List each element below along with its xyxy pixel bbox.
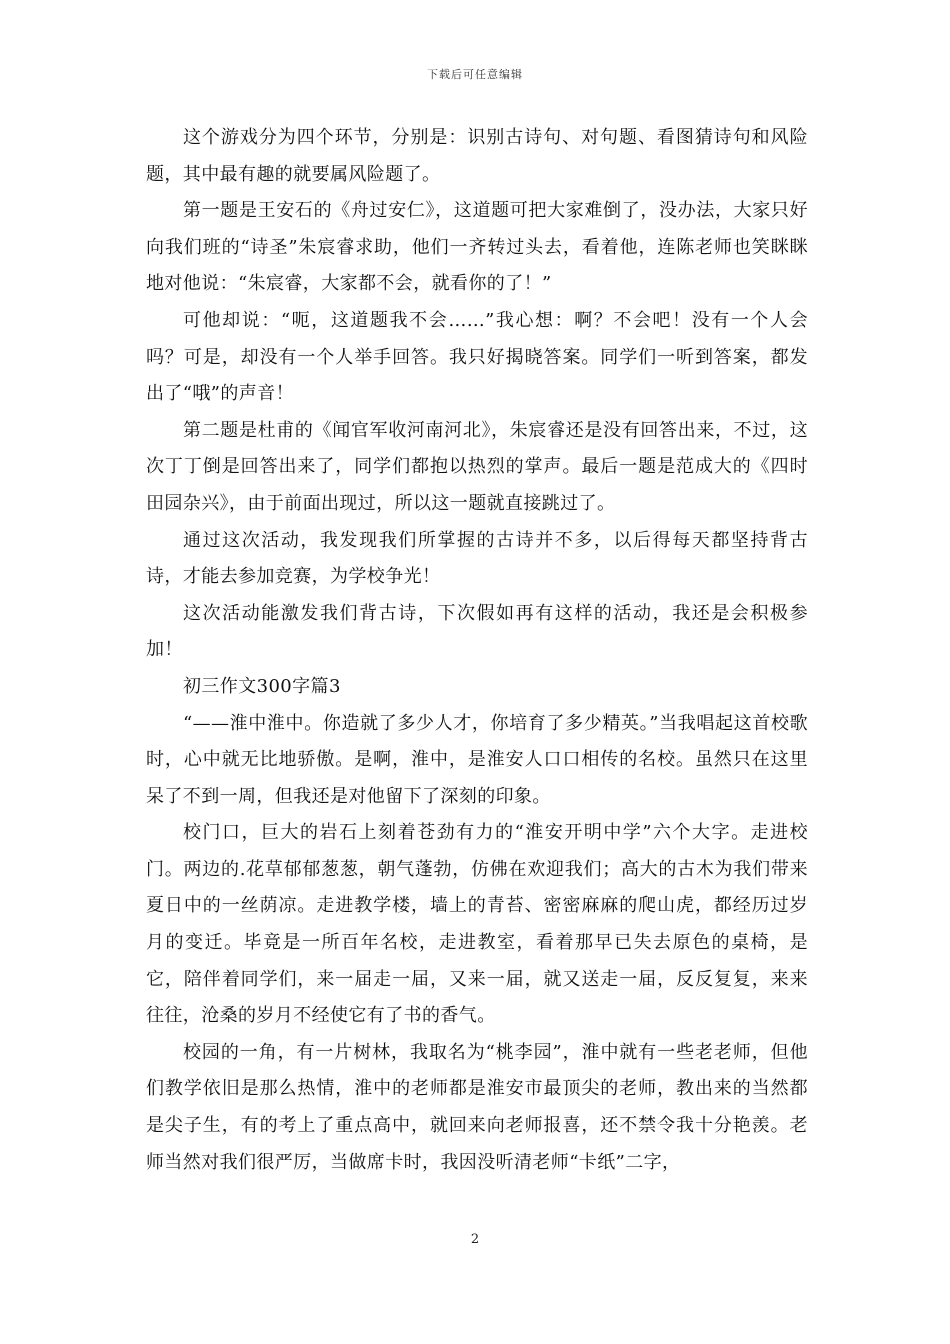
paragraph-campus-corner: 校园的一角，有一片树林，我取名为“桃李园”，淮中就有一些老老师，但他们教学依旧是那么热情，淮中的老师都是淮安市最顶尖的老师，教出来的当然都是尖子生，有的考上了重点高中，就回来向老师报喜，还不禁令我十分艳羡。老师当然对我们很严厉，当做席卡时，我因没听清老师“卡纸”二字， xyxy=(146,1041,808,1173)
paragraph-no-answer: 可他却说：“呃，这道题我不会……”我心想：啊？不会吧！没有一个人会吗？可是，却没有一个人举手回答。我只好揭晓答案。同学们一听到答案，都发出了“哦”的声音！ xyxy=(146,309,808,405)
paragraph-reflection: 通过这次活动，我发现我们所掌握的古诗并不多，以后得每天都坚持背古诗，才能去参加竞赛，为学校争光！ xyxy=(146,529,808,588)
paragraph-game-sections: 这个游戏分为四个环节，分别是：识别古诗句、对句题、看图猜诗句和风险题，其中最有趣的就要属风险题了。 xyxy=(146,127,808,185)
paragraph-conclusion: 这次活动能激发我们背古诗，下次假如再有这样的活动，我还是会积极参加！ xyxy=(146,602,808,661)
section-heading: 初三作文300字篇3 xyxy=(183,675,341,697)
paragraph-school-gate: 校门口，巨大的岩石上刻着苍劲有力的“淮安开明中学”六个大字。走进校门。两边的.花草郁郁葱葱，朝气蓬勃，仿佛在欢迎我们；高大的古木为我们带来夏日中的一丝荫凉。走进教学楼，墙上的青苔、密密麻麻的爬山虎，都经历过岁月的变迁。毕竟是一所百年名校，走进教室，看着那早已失去原色的桌椅，是它，陪伴着同学们，来一届走一届，又来一届，就又送走一届，反反复复，来来往往，沧桑的岁月不经使它有了书的香气。 xyxy=(146,822,808,1027)
page-number: 2 xyxy=(470,1232,480,1247)
document-body xyxy=(146,120,808,1181)
page-header: 下载后可任意编辑 xyxy=(427,68,523,81)
paragraph-question-two: 第二题是杜甫的《闻官军收河南河北》，朱宸睿还是没有回答出来，不过，这次丁丁倒是回答出来了，同学们都抱以热烈的掌声。最后一题是范成大的《四时田园杂兴》，由于前面出现过，所以这一题就直接跳过了。 xyxy=(146,419,808,514)
paragraph-school-song: “——淮中淮中。你造就了多少人才，你培育了多少精英。”当我唱起这首校歌时，心中就无比地骄傲。是啊，淮中，是淮安人口口相传的名校。虽然只在这里呆了不到一周，但我还是对他留下了深刻的印象。 xyxy=(146,712,808,807)
paragraph-question-one: 第一题是王安石的《舟过安仁》，这道题可把大家难倒了，没办法，大家只好向我们班的“诗圣”朱宸睿求助，他们一齐转过头去，看着他，连陈老师也笑眯眯地对他说：“朱宸睿，大家都不会，就看你的了！” xyxy=(146,200,808,295)
